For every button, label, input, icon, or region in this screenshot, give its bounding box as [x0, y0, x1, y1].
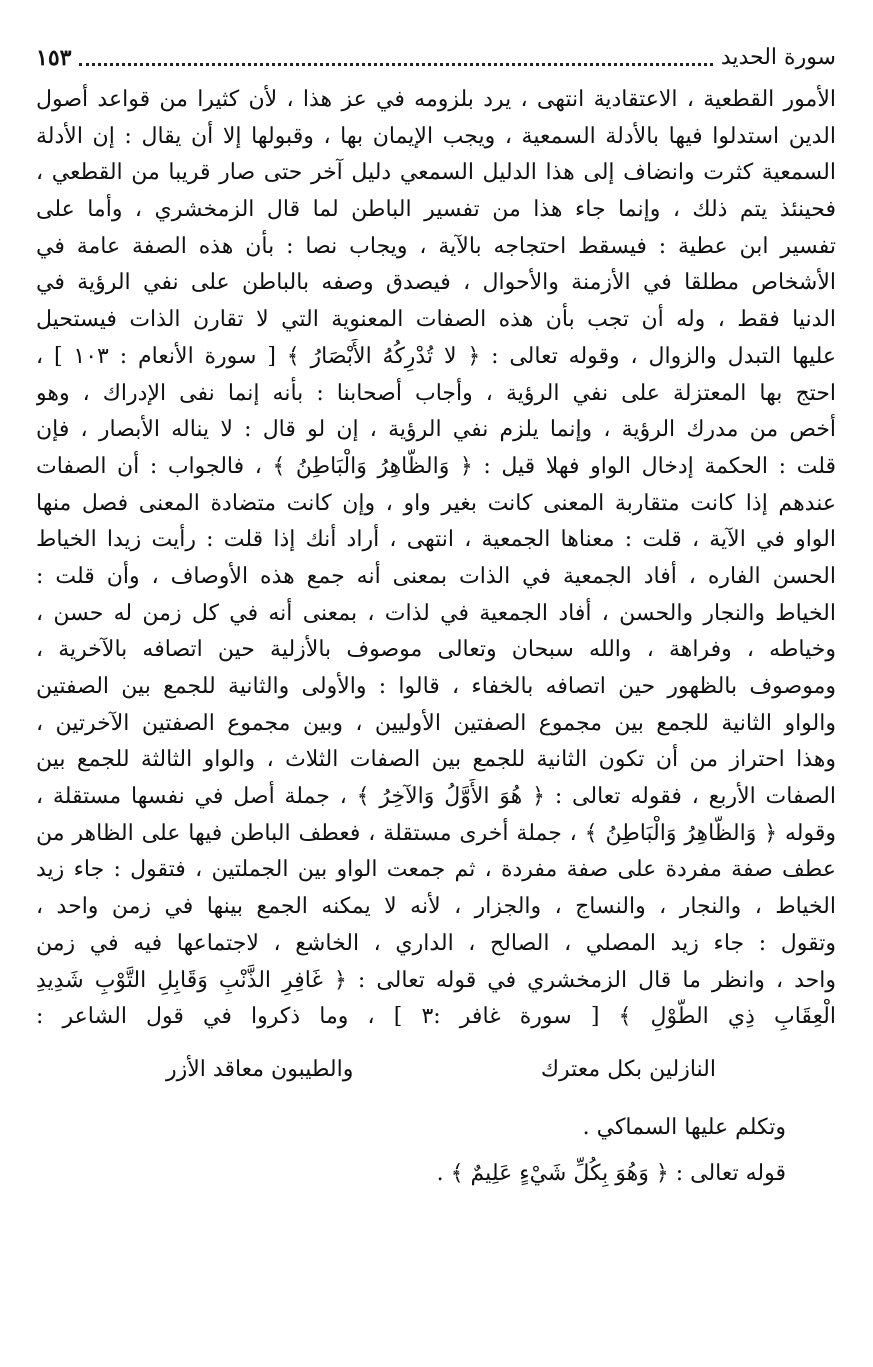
text-line: الأشخاص مطلقا في الأزمنة والأحوال ، فيصدق وصفه بالباطن على نفي الرؤية في	[36, 270, 836, 296]
text-line: السمعية كثرت وانضاف إلى هذا الدليل السمعي دليل آخر حتى صار قريبا من القطعي ،	[36, 160, 836, 186]
text-line: عليها التبدل والزوال ، وقوله تعالى : ﴿ لا تُدْرِكُهُ الأَبْصَارُ ﴾ [ سورة الأنعام : ١٠٣ ] ،	[36, 343, 836, 369]
header-dot-leader	[79, 63, 712, 66]
surah-title: سورة الحديد	[720, 45, 836, 70]
text-line: الصفات الأربع ، فقوله تعالى : ﴿ هُوَ الأَوَّلُ وَالآخِرُ ﴾ ، جملة أصل في نفسها مستقلة ،	[36, 784, 836, 810]
text-line: وتقول : جاء زيد المصلي ، الصالح ، الداري ، الخاشع ، لاجتماعها فيه في زمن	[36, 930, 836, 956]
text-line: الواو في الآية ، قلت : معناها الجمعية ، انتهى ، أراد أنك إذا قلت : رأيت زيدا الخياط	[36, 527, 836, 553]
text-line: فحينئذ يتم ذلك ، وإنما جاء هذا من تفسير الباطن لما قال الزمخشري ، وأما على	[36, 197, 836, 223]
text-line: الدين استدلوا فيها بالأدلة السمعية ، ويجب الإيمان بها ، وقبولها إلا أن يقال : إن الأدلة	[36, 123, 836, 149]
book-page	[36, 40, 836, 1340]
text-line: الحسن الفاره ، أفاد الجمعية في الذات بمعنى أنه جمع هذه الأوصاف ، وأن قلت :	[36, 563, 836, 589]
text-line: أخص من مدرك الرؤية ، وإنما يلزم نفي الرؤية ، إن لو قال : لا يناله الأبصار ، فإن	[36, 417, 836, 443]
text-line: وهذا احتراز من أن تكون الثانية للجمع بين الصفات الثلاث ، والواو الثالثة للجمع بين	[36, 747, 836, 773]
text-line: وخياطه ، وفراهة ، والله سبحان وتعالى موصوف بالأزلية حين اتصافه بالآخرية ،	[36, 637, 836, 663]
text-line: الْعِقَابِ ذِي الطَّوْلِ ﴾ [ سورة غافر :٣ ] ، وما ذكروا في قول الشاعر :	[36, 1004, 836, 1030]
text-line: الأمور القطعية ، الاعتقادية انتهى ، يرد بلزومه في عز هذا ، لأن كثيرا من قواعد أصول	[36, 87, 836, 112]
main-text	[36, 82, 836, 1036]
text-line: قلت : الحكمة إدخال الواو فهلا قيل : ﴿ وَالظَّاهِرُ وَالْبَاطِنُ ﴾ ، فالجواب : أن الصفات	[36, 453, 836, 479]
text-line: وقوله ﴿ وَالظَّاهِرُ وَالْبَاطِنُ ﴾ ، جملة أخرى مستقلة ، فعطف الباطن فيها على الظاهر من	[36, 820, 836, 846]
closing-line: وتكلم عليها السماكي .	[582, 1114, 786, 1140]
quranic-quote-line: قوله تعالى : ﴿ وَهُوَ بِكُلِّ شَيْءٍ عَلِيمٌ ﴾ .	[436, 1160, 786, 1186]
text-line: تفسير ابن عطية : فيسقط احتجاجه بالآية ، ويجاب نصا : بأن هذه الصفة عامة في	[36, 233, 836, 259]
text-line: عطف صفة مفردة على صفة مفردة ، ثم جمعت الواو بين الجملتين ، فتقول : جاء زيد	[36, 857, 836, 883]
verse-second-hemistich: والطيبون معاقد الأزر	[166, 1056, 354, 1082]
text-line: واحد ، وانظر ما قال الزمخشري في قوله تعالى : ﴿ غَافِرِ الذَّنْبِ وَقَابِلِ التَّوْبِ شَدِيدِ	[36, 967, 836, 993]
text-line: احتج بها المعتزلة على نفي الرؤية ، وأجاب أصحابنا : بأنه إنما نفى الإدراك ، وهو	[36, 380, 836, 406]
text-line: الدنيا فقط ، وله أن تجب بأن هذه الصفات المعنوية التي لا تقارن الذات فيستحيل	[36, 307, 836, 333]
poetry-verse	[166, 1050, 716, 1090]
text-line: الخياط ، والنجار ، والنساج ، والجزار ، لأنه لا يمكنه الجمع بينها في زمن واحد ،	[36, 894, 836, 920]
text-line: الخياط والنجار والحسن ، أفاد الجمعية في لذات ، بمعنى أنه في كل زمن له حسن ،	[36, 600, 836, 626]
text-line: والواو الثانية للجمع بين مجموع الصفتين الأوليين ، وبين مجموع الصفتين الآخرتين ،	[36, 710, 836, 736]
text-line: عندهم إذا كانت متقاربة المعنى كانت بغير واو ، وإن كانت متضادة المعنى فصل منها	[36, 490, 836, 516]
page-number: ١٥٣	[36, 45, 72, 71]
running-header	[36, 40, 836, 76]
text-line: وموصوف بالظهور حين اتصافه بالخفاء ، قالوا : والأولى والثانية للجمع بين الصفتين	[36, 674, 836, 699]
verse-first-hemistich: النازلين بكل معترك	[540, 1056, 716, 1082]
